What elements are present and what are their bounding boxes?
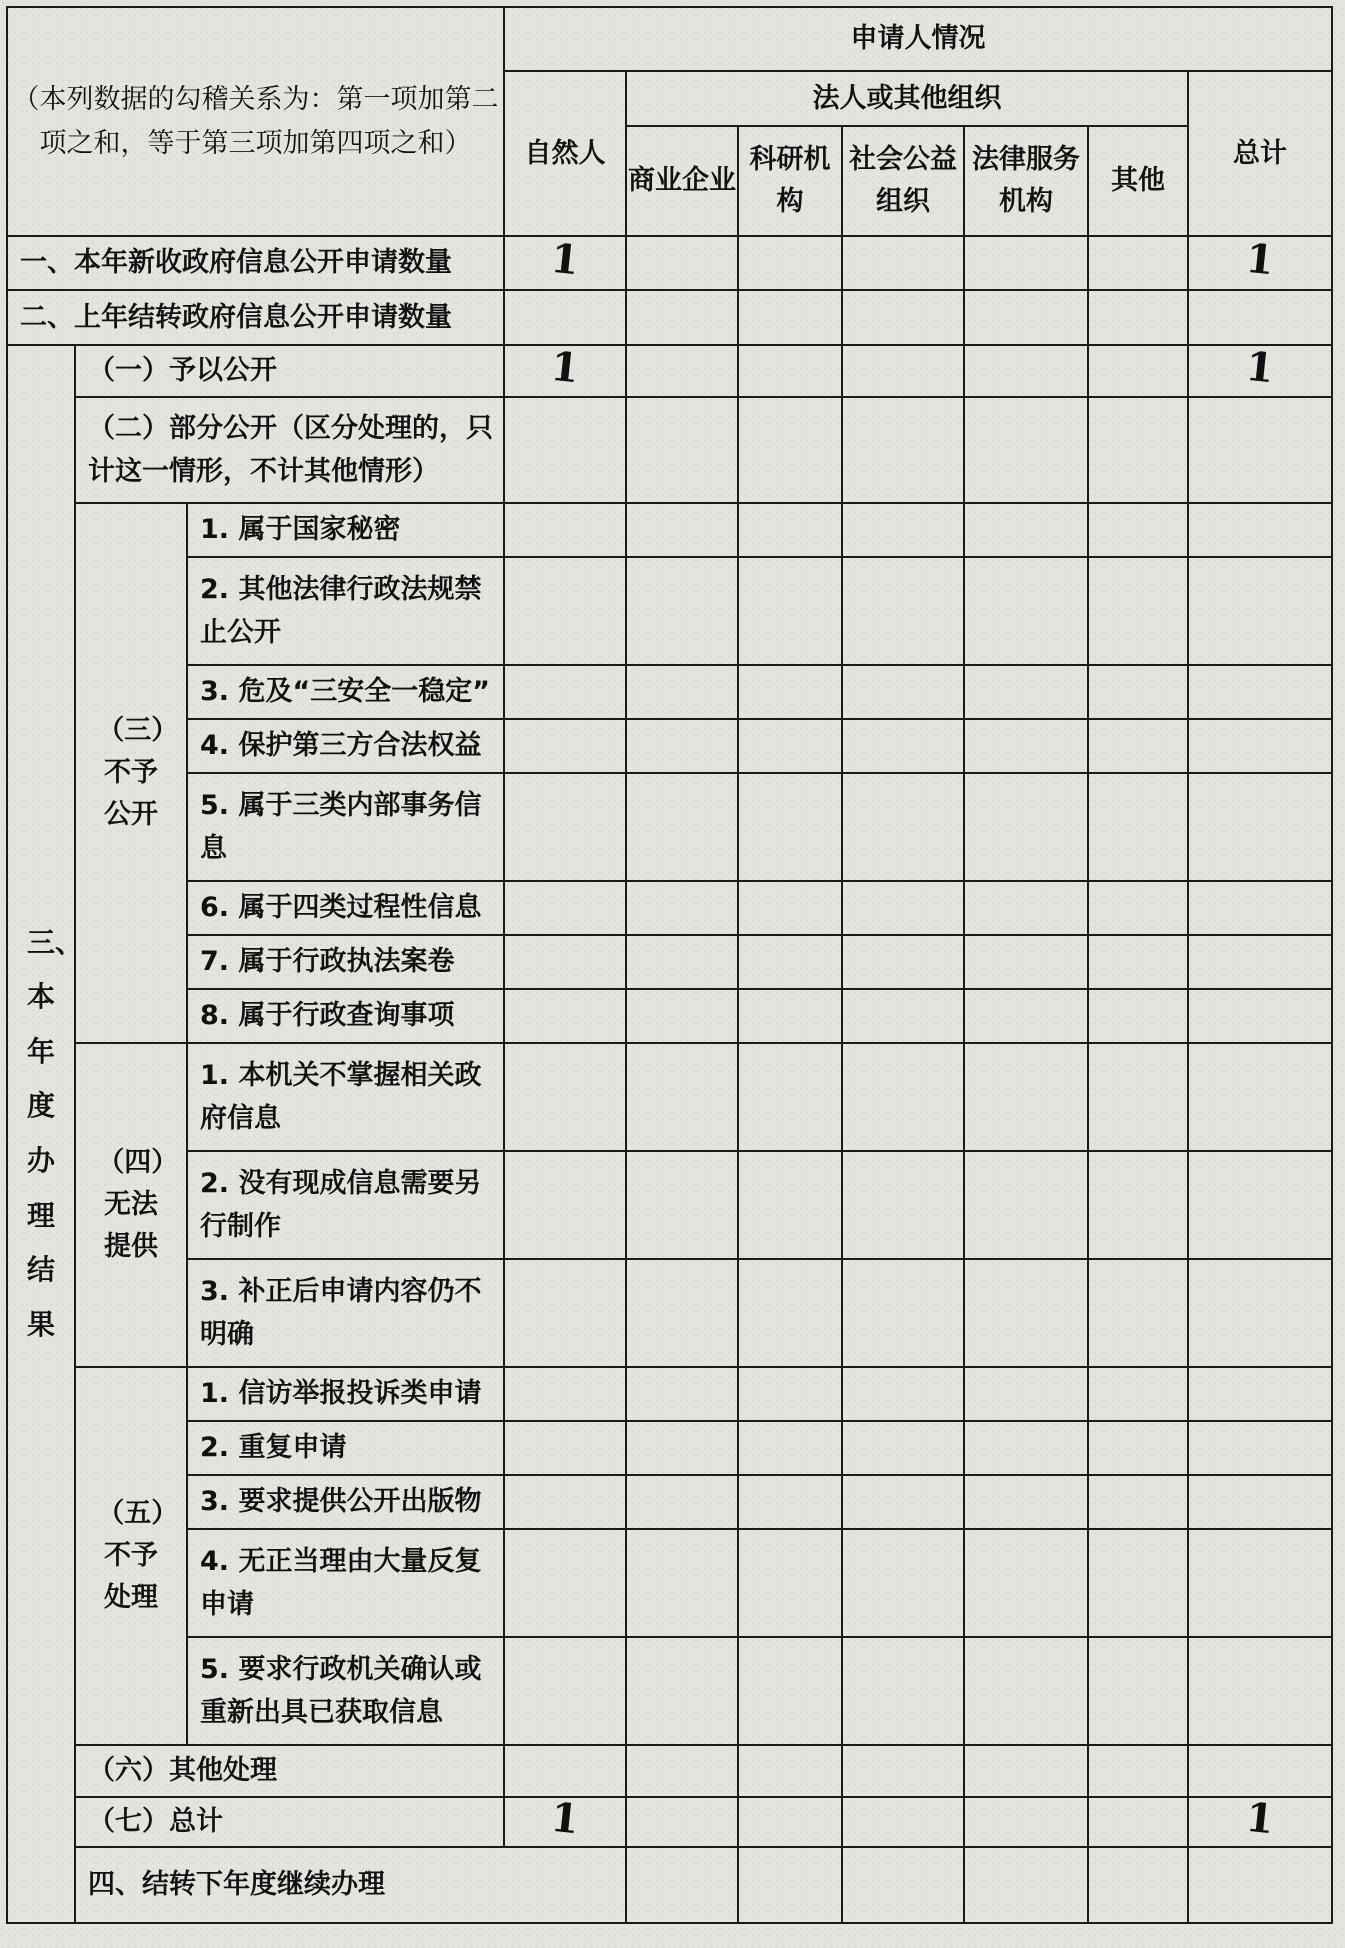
natural-person-header: 自然人 (504, 71, 626, 236)
g5-cell (842, 1475, 964, 1529)
s3-1-natural-cell (504, 342, 626, 397)
row-new-applications: 一、本年新收政府信息公开申请数量 (7, 236, 504, 290)
g3-cell (1088, 665, 1188, 719)
g3-item: 8. 属于行政查询事项 (187, 989, 504, 1043)
g3-cell (1188, 719, 1332, 773)
s3-6-cell (738, 1745, 842, 1797)
g5-cell (964, 1529, 1088, 1637)
s3-6-cell (964, 1745, 1088, 1797)
g3-cell (1088, 881, 1188, 935)
g5-cell (738, 1637, 842, 1745)
g5-cell (626, 1421, 738, 1475)
g5-cell (1188, 1529, 1332, 1637)
handwritten-value: 1 (548, 1793, 582, 1844)
g5-cell (1088, 1475, 1188, 1529)
g4-cell (504, 1151, 626, 1259)
section3-text: 三、本年度办理结果 (27, 925, 84, 1341)
g3-cell (504, 773, 626, 881)
g3-cell (1188, 557, 1332, 665)
g5-cell (504, 1367, 626, 1421)
g3-cell (738, 665, 842, 719)
legal-service-header: 法律服务机构 (964, 126, 1088, 236)
g3-cell (964, 989, 1088, 1043)
g5-cell (1088, 1367, 1188, 1421)
g5-cell (1188, 1637, 1332, 1745)
g3-cell (1088, 719, 1188, 773)
g3-cell (842, 557, 964, 665)
g3-cell (964, 719, 1088, 773)
group4-text: （四）无法提供 (97, 1147, 165, 1262)
g3-cell (1188, 881, 1332, 935)
r4-cell (842, 1847, 964, 1923)
g4-cell (626, 1151, 738, 1259)
g4-item: 2. 没有现成信息需要另行制作 (187, 1151, 504, 1259)
g5-cell (964, 1475, 1088, 1529)
g3-item: 3. 危及“三安全一稳定” (187, 665, 504, 719)
g3-cell (504, 881, 626, 935)
g5-cell (626, 1637, 738, 1745)
r4-cell (738, 1847, 842, 1923)
g3-cell (738, 881, 842, 935)
g4-cell (504, 1043, 626, 1151)
s3-7-cell (626, 1797, 738, 1847)
g3-cell (626, 881, 738, 935)
g3-cell (964, 503, 1088, 557)
g4-cell (964, 1151, 1088, 1259)
r2-cell (1188, 290, 1332, 345)
g3-cell (626, 935, 738, 989)
g4-cell (964, 1043, 1088, 1151)
r2-cell (504, 290, 626, 345)
group3-text: （三）不予公开 (97, 715, 165, 830)
s3-6-cell (626, 1745, 738, 1797)
g5-cell (504, 1637, 626, 1745)
g4-cell (738, 1259, 842, 1367)
g5-cell (626, 1367, 738, 1421)
g5-cell (504, 1475, 626, 1529)
s3-2-cell (1188, 397, 1332, 503)
g3-item: 2. 其他法律行政法规禁止公开 (187, 557, 504, 665)
g3-item: 4. 保护第三方合法权益 (187, 719, 504, 773)
g5-cell (1188, 1421, 1332, 1475)
g3-cell (738, 935, 842, 989)
g3-item: 5. 属于三类内部事务信息 (187, 773, 504, 881)
r4-cell (626, 1847, 738, 1923)
g5-cell (504, 1421, 626, 1475)
g4-cell (1088, 1259, 1188, 1367)
total-header: 总计 (1188, 71, 1332, 236)
g3-cell (842, 881, 964, 935)
g3-cell (964, 665, 1088, 719)
research-header: 科研机构 (738, 126, 842, 236)
g5-item: 3. 要求提供公开出版物 (187, 1475, 504, 1529)
r1-natural-cell (504, 236, 626, 290)
s3-1-cell (964, 345, 1088, 397)
g3-cell (1088, 935, 1188, 989)
social-welfare-header: 社会公益组织 (842, 126, 964, 236)
s3-2-cell (504, 397, 626, 503)
s3-7-cell (738, 1797, 842, 1847)
s3-1-cell (1088, 345, 1188, 397)
g5-item: 5. 要求行政机关确认或重新出具已获取信息 (187, 1637, 504, 1745)
r2-cell (1088, 290, 1188, 345)
s3-6-cell (1188, 1745, 1332, 1797)
s3-6-cell (504, 1745, 626, 1797)
g3-cell (964, 935, 1088, 989)
g5-cell (1088, 1637, 1188, 1745)
g3-cell (1188, 989, 1332, 1043)
s3-7-cell (1088, 1797, 1188, 1847)
table-note: （本列数据的勾稽关系为：第一项加第二项之和，等于第三项加第四项之和） (7, 7, 504, 236)
section3-label (7, 345, 84, 1923)
g5-cell (964, 1367, 1088, 1421)
g3-cell (626, 557, 738, 665)
g3-cell (738, 557, 842, 665)
s3-1-cell (842, 345, 964, 397)
g3-cell (1088, 503, 1188, 557)
s3-6-cell (1088, 1745, 1188, 1797)
g4-cell (626, 1043, 738, 1151)
g4-cell (738, 1043, 842, 1151)
s3-7-cell (842, 1797, 964, 1847)
other-header: 其他 (1088, 126, 1188, 236)
g4-item: 1. 本机关不掌握相关政府信息 (187, 1043, 504, 1151)
g4-cell (1188, 1259, 1332, 1367)
g3-cell (504, 665, 626, 719)
g3-cell (626, 719, 738, 773)
g3-item: 6. 属于四类过程性信息 (187, 881, 504, 935)
g5-cell (842, 1367, 964, 1421)
g3-cell (964, 557, 1088, 665)
handwritten-value: 1 (548, 234, 582, 285)
s3-6-cell (842, 1745, 964, 1797)
g3-cell (626, 773, 738, 881)
g5-cell (1088, 1421, 1188, 1475)
g3-cell (504, 557, 626, 665)
row-other-processing: （六）其他处理 (75, 1745, 504, 1797)
g5-cell (738, 1421, 842, 1475)
g3-cell (504, 719, 626, 773)
g4-cell (1088, 1043, 1188, 1151)
g5-cell (738, 1475, 842, 1529)
group-not-processed (75, 1367, 187, 1745)
g3-cell (842, 989, 964, 1043)
g3-cell (842, 935, 964, 989)
s3-2-cell (626, 397, 738, 503)
g5-cell (626, 1475, 738, 1529)
g3-cell (626, 665, 738, 719)
r1-legal-cell (964, 236, 1088, 290)
g5-cell (842, 1637, 964, 1745)
g4-cell (842, 1043, 964, 1151)
s3-2-cell (842, 397, 964, 503)
g3-cell (964, 881, 1088, 935)
handwritten-value: 1 (1243, 342, 1277, 393)
r1-other-cell (1088, 236, 1188, 290)
g5-cell (1188, 1475, 1332, 1529)
g3-cell (1188, 773, 1332, 881)
r2-cell (738, 290, 842, 345)
s3-7-total-cell (1188, 1793, 1332, 1847)
g5-item: 2. 重复申请 (187, 1421, 504, 1475)
row-section3-total: （七）总计 (75, 1797, 504, 1847)
g3-cell (964, 773, 1088, 881)
handwritten-value: 1 (1243, 1793, 1277, 1844)
g5-cell (738, 1367, 842, 1421)
g3-cell (738, 719, 842, 773)
g3-item: 1. 属于国家秘密 (187, 503, 504, 557)
g5-cell (504, 1529, 626, 1637)
g5-cell (842, 1421, 964, 1475)
s3-2-cell (738, 397, 842, 503)
g4-item: 3. 补正后申请内容仍不明确 (187, 1259, 504, 1367)
group-not-disclosed (75, 503, 187, 1043)
g3-cell (738, 989, 842, 1043)
group-unable-to-provide (75, 1043, 187, 1367)
g4-cell (1088, 1151, 1188, 1259)
handwritten-value: 1 (548, 342, 582, 393)
s3-7-cell (964, 1797, 1088, 1847)
gov-info-disclosure-table (6, 6, 1333, 1924)
g4-cell (504, 1259, 626, 1367)
r4-cell (964, 1847, 1088, 1923)
s3-7-natural-cell (504, 1793, 626, 1847)
row-partially-disclosed: （二）部分公开（区分处理的，只计这一情形，不计其他情形） (75, 397, 504, 503)
g5-cell (964, 1637, 1088, 1745)
g5-cell (1188, 1367, 1332, 1421)
g5-cell (842, 1529, 964, 1637)
g3-cell (1188, 935, 1332, 989)
group5-text: （五）不予处理 (97, 1498, 165, 1613)
g3-cell (1088, 557, 1188, 665)
r1-commercial-cell (626, 236, 738, 290)
g3-cell (842, 719, 964, 773)
s3-2-cell (1088, 397, 1188, 503)
r2-cell (964, 290, 1088, 345)
s3-1-cell (738, 345, 842, 397)
g5-cell (738, 1529, 842, 1637)
g3-cell (842, 773, 964, 881)
row-carried-over: 二、上年结转政府信息公开申请数量 (7, 290, 504, 345)
s3-1-cell (626, 345, 738, 397)
g4-cell (842, 1259, 964, 1367)
g3-cell (626, 503, 738, 557)
row-carry-forward: 四、结转下年度继续办理 (75, 1847, 626, 1923)
r2-cell (626, 290, 738, 345)
g4-cell (1188, 1151, 1332, 1259)
g3-cell (626, 989, 738, 1043)
commercial-header: 商业企业 (626, 126, 738, 236)
handwritten-value: 1 (1243, 234, 1277, 285)
r2-cell (842, 290, 964, 345)
g5-cell (1088, 1529, 1188, 1637)
g3-cell (1088, 989, 1188, 1043)
r4-cell (1188, 1847, 1332, 1923)
g4-cell (1188, 1043, 1332, 1151)
g4-cell (964, 1259, 1088, 1367)
g3-cell (1188, 503, 1332, 557)
g4-cell (626, 1259, 738, 1367)
g5-item: 4. 无正当理由大量反复申请 (187, 1529, 504, 1637)
row-disclosed: （一）予以公开 (75, 345, 504, 397)
r1-research-cell (738, 236, 842, 290)
g3-cell (842, 503, 964, 557)
g3-item: 7. 属于行政执法案卷 (187, 935, 504, 989)
g3-cell (1188, 665, 1332, 719)
g5-cell (964, 1421, 1088, 1475)
g3-cell (738, 773, 842, 881)
g3-cell (842, 665, 964, 719)
legal-persons-group-header: 法人或其他组织 (626, 71, 1188, 126)
g4-cell (738, 1151, 842, 1259)
r4-cell (1088, 1847, 1188, 1923)
g3-cell (504, 989, 626, 1043)
g3-cell (504, 503, 626, 557)
g4-cell (842, 1151, 964, 1259)
r1-social-cell (842, 236, 964, 290)
s3-2-cell (964, 397, 1088, 503)
s3-1-total-cell (1188, 342, 1332, 397)
g3-cell (504, 935, 626, 989)
g3-cell (738, 503, 842, 557)
g5-cell (626, 1529, 738, 1637)
r1-total-cell (1188, 236, 1332, 290)
g5-item: 1. 信访举报投诉类申请 (187, 1367, 504, 1421)
applicant-situation-header: 申请人情况 (504, 7, 1332, 71)
g3-cell (1088, 773, 1188, 881)
